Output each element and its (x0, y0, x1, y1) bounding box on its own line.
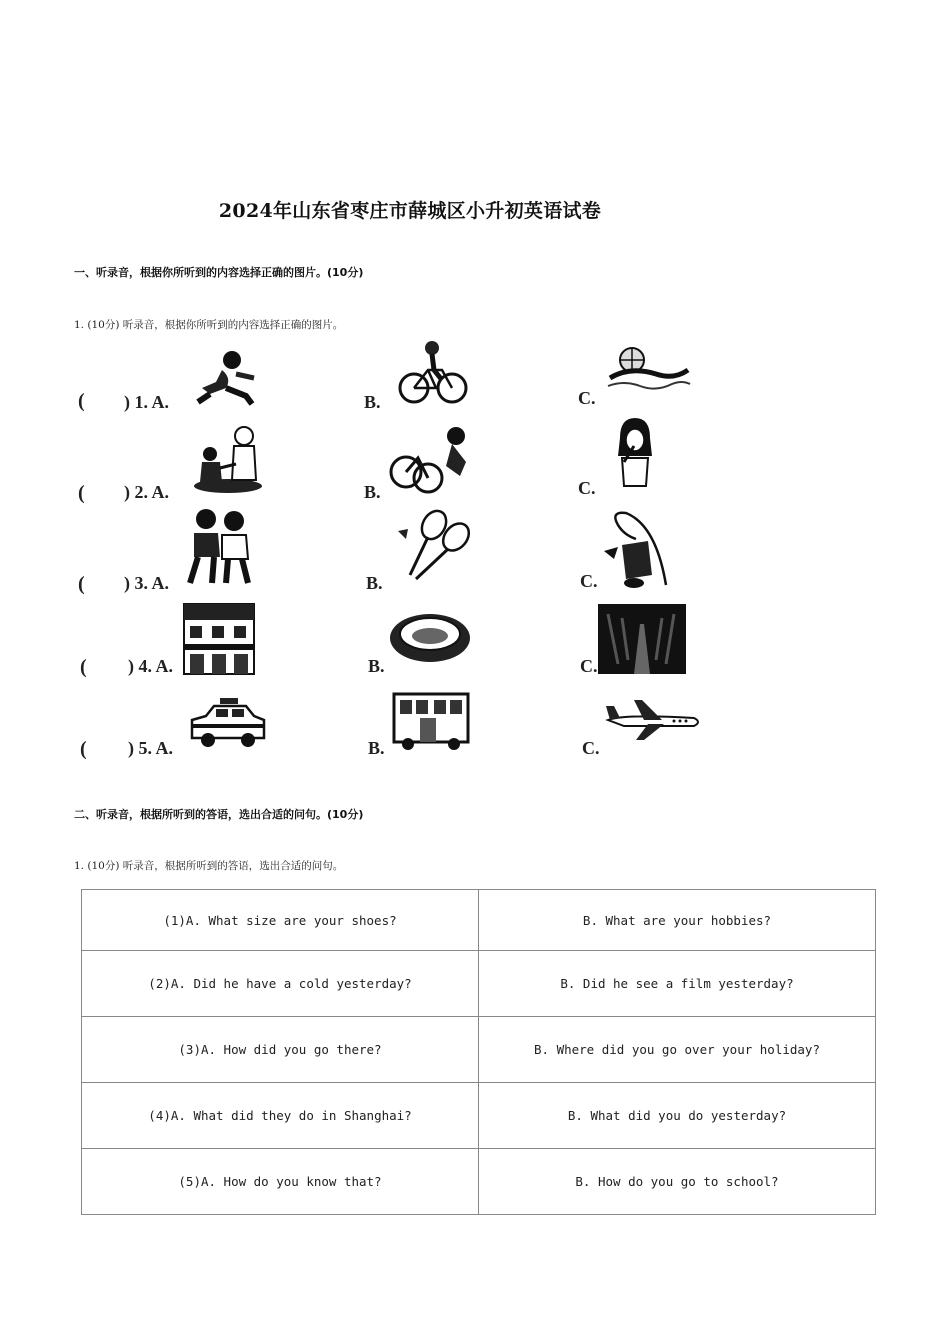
option-c-label: C. (578, 478, 596, 498)
picture-question-row (0, 505, 950, 595)
question-label: ) 4. A. (128, 656, 173, 676)
girl-toothache-picture[interactable] (612, 416, 658, 492)
option-a-cell[interactable]: (4)A. What did they do in Shanghai? (82, 1083, 479, 1149)
table-row (82, 951, 876, 1017)
table-row (82, 890, 876, 951)
question-label: ) 2. A. (124, 482, 169, 502)
option-b-cell[interactable]: B. Where did you go over your holiday? (479, 1017, 876, 1083)
picture-question-row (0, 340, 950, 420)
answer-paren[interactable]: ( (78, 482, 85, 504)
option-b-cell[interactable]: B. How do you go to school? (479, 1149, 876, 1215)
option-b-cell[interactable]: B. Did he see a film yesterday? (479, 951, 876, 1017)
table-row (82, 1149, 876, 1215)
page-title: 2024年山东省枣庄市薛城区小升初英语试卷 (218, 200, 602, 222)
option-b-label: B. (364, 482, 381, 502)
stadium-picture[interactable] (386, 604, 474, 670)
swimming-boy-picture[interactable] (604, 344, 692, 392)
picture-question-row (0, 598, 950, 678)
answer-paren[interactable]: ( (80, 656, 87, 678)
bus-picture[interactable] (390, 690, 472, 752)
picture-question-row (0, 690, 950, 770)
doctor-child-picture[interactable] (192, 424, 266, 494)
option-b-label: B. (366, 573, 383, 593)
option-c-label: C. (582, 738, 600, 758)
question-label: ) 3. A. (124, 573, 169, 593)
option-b-label: B. (364, 392, 381, 412)
table-row (82, 1017, 876, 1083)
fishing-picture[interactable] (596, 505, 676, 589)
question-2-prompt: 1. (10分) 听录音，根据所听到的答语，选出合适的问句。 (74, 860, 344, 872)
answer-paren[interactable]: ( (80, 738, 87, 760)
option-c-label: C. (580, 656, 598, 676)
option-c-label: C. (580, 571, 598, 591)
option-c-label: C. (578, 388, 596, 408)
question-label: ) 5. A. (128, 738, 173, 758)
option-b-cell[interactable]: B. What did you do yesterday? (479, 1083, 876, 1149)
option-a-cell[interactable]: (3)A. How did you go there? (82, 1017, 479, 1083)
option-a-cell[interactable]: (2)A. Did he have a cold yesterday? (82, 951, 479, 1017)
option-b-label: B. (368, 656, 385, 676)
badminton-rackets-picture[interactable] (394, 507, 474, 587)
option-b-cell[interactable]: B. What are your hobbies? (479, 890, 876, 951)
question-label: ) 1. A. (124, 392, 169, 412)
section-1-heading: 一、听录音，根据你所听到的内容选择正确的图片。(10分) (74, 266, 364, 279)
plane-picture[interactable] (604, 694, 704, 744)
running-boy-picture[interactable] (192, 348, 264, 408)
section-2-heading: 二、听录音，根据所听到的答语，选出合适的问句。(10分) (74, 808, 364, 821)
street-picture[interactable] (598, 604, 686, 674)
picture-question-row (0, 420, 950, 504)
two-boys-picture[interactable] (182, 507, 258, 587)
option-a-cell[interactable]: (5)A. How do you know that? (82, 1149, 479, 1215)
shop-building-picture[interactable] (178, 600, 264, 678)
answer-choices-table (81, 889, 876, 1215)
table-row (82, 1083, 876, 1149)
question-1-prompt: 1. (10分) 听录音，根据你所听到的内容选择正确的图片。 (74, 319, 344, 331)
option-b-label: B. (368, 738, 385, 758)
answer-paren[interactable]: ( (78, 390, 85, 412)
taxi-picture[interactable] (188, 694, 268, 754)
option-a-cell[interactable]: (1)A. What size are your shoes? (82, 890, 479, 951)
answer-paren[interactable]: ( (78, 573, 85, 595)
cycling-boy-picture[interactable] (398, 340, 468, 406)
fallen-bike-picture[interactable] (388, 422, 472, 496)
